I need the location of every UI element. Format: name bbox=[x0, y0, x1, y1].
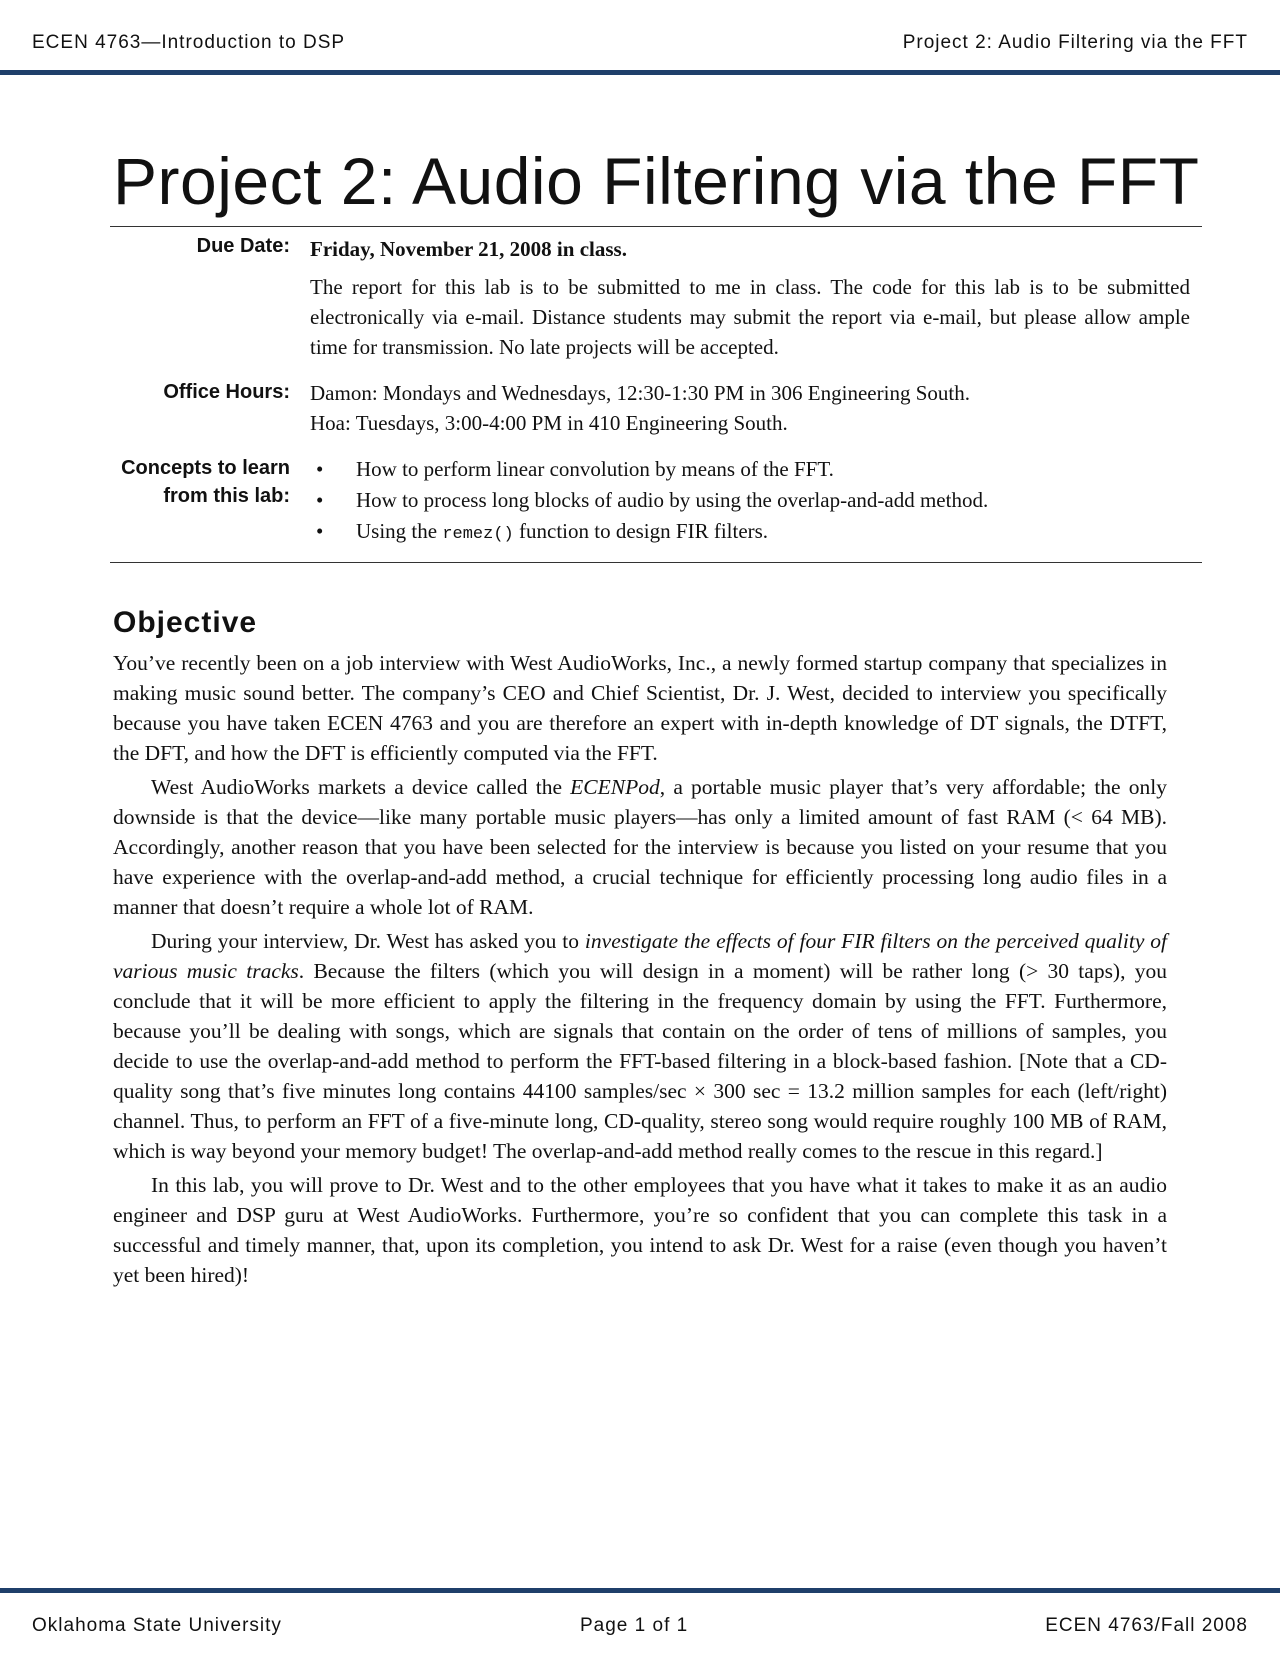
concept-item: • How to process long blocks of audio by using the overlap-and-add method. bbox=[310, 485, 1190, 516]
concept-item: • Using the remez() function to design FIR filters. bbox=[310, 516, 1190, 550]
office-hours-label: Office Hours: bbox=[163, 381, 290, 403]
header-course: ECEN 4763—Introduction to DSP bbox=[32, 32, 346, 53]
concepts-list bbox=[310, 454, 1190, 550]
footer-page-number: Page 1 of 1 bbox=[580, 1615, 689, 1636]
header-project: Project 2: Audio Filtering via the FFT bbox=[902, 32, 1248, 53]
ecenpod-term: ECENPod bbox=[570, 775, 660, 799]
due-date-row bbox=[110, 232, 1202, 362]
objective-heading: Objective bbox=[113, 606, 258, 639]
info-divider bbox=[110, 562, 1202, 563]
due-date-value: Friday, November 21, 2008 in class. bbox=[310, 237, 627, 261]
info-table bbox=[110, 232, 1202, 550]
paragraph: During your interview, Dr. West has asked you to investigate the effects of four FIR filters on the perceived quality of various music tracks. Because the filters (which you will design in a moment) will be rather long (> 30 taps), you conclude that it will be more efficient to apply the filtering in the frequency domain by using the FFT. Furthermore, because you’ll be dealing with songs, which are signals that contain on the order of tens of millions of samples, you decide to use the overlap-and-add method to perform the FFT-based filtering in a block-based fashion. [Note that a CD-quality song that’s five minutes long contains 44100 samples/sec × 300 sec = 13.2 million samples for each (left/right) channel. Thus, to perform an FFT of a five-minute long, CD-quality, stereo song would require roughly 100 MB of RAM, which is way beyond your memory budget! The overlap-and-add method really comes to the rescue in this regard.] bbox=[113, 929, 1168, 1163]
concepts-row bbox=[110, 454, 1202, 550]
footer-university: Oklahoma State University bbox=[32, 1615, 282, 1636]
due-date-label: Due Date: bbox=[196, 235, 290, 257]
title-divider bbox=[110, 226, 1202, 227]
task-emphasis: investigate the effects of four FIR filters on the perceived quality of various music tracks bbox=[113, 929, 1167, 983]
paragraph: West AudioWorks markets a device called the ECENPod, a portable music player that’s very affordable; the only downside is that the device—like many portable music players—has only a limited amount of fast RAM (< 64 MB). Accordingly, another reason that you have been selected for the interview is because you listed on your resume that you have experience with the overlap-and-add method, a crucial technique for efficiently processing long audio files in a manner that doesn’t require a whole lot of RAM. bbox=[113, 775, 1167, 919]
paragraph: You’ve recently been on a job interview with West AudioWorks, Inc., a newly formed startup company that specializes in making music sound better. The company’s CEO and Chief Scientist, Dr. J. West, decided to interview you specifically because you have taken ECEN 4763 and you are therefore an expert with in-depth knowledge of DT signals, the DTFT, the DFT, and how the DFT is efficiently computed via the FFT. bbox=[113, 651, 1167, 765]
objective-body bbox=[113, 648, 1167, 1294]
office-hours-line: Hoa: Tuesdays, 3:00-4:00 PM in 410 Engineering South. bbox=[310, 411, 788, 435]
due-date-note: The report for this lab is to be submitted to me in class. The code for this lab is to be submitted electronically via e-mail. Distance students may submit the report via e-mail, but please allow ample time for transmission. No late projects will be accepted. bbox=[310, 275, 1190, 359]
page-title: Project 2: Audio Filtering via the FFT bbox=[113, 144, 1200, 218]
footer-course-term: ECEN 4763/Fall 2008 bbox=[1045, 1615, 1248, 1636]
running-header bbox=[0, 0, 1280, 75]
concepts-label: Concepts to learn from this lab: bbox=[121, 457, 290, 507]
remez-code: remez() bbox=[442, 525, 514, 544]
paragraph: In this lab, you will prove to Dr. West and to the other employees that you have what it takes to make it as an audio engineer and DSP guru at West AudioWorks. Furthermore, you’re so confident that you can complete this task in a successful and timely manner, that, upon its completion, you intend to ask Dr. West for a raise (even though you haven’t yet been hired)! bbox=[113, 1173, 1167, 1287]
office-hours-row bbox=[110, 378, 1202, 438]
concept-item: • How to perform linear convolution by means of the FFT. bbox=[310, 454, 1190, 485]
running-footer bbox=[0, 1588, 1280, 1661]
office-hours-line: Damon: Mondays and Wednesdays, 12:30-1:30 PM in 306 Engineering South. bbox=[310, 381, 970, 405]
